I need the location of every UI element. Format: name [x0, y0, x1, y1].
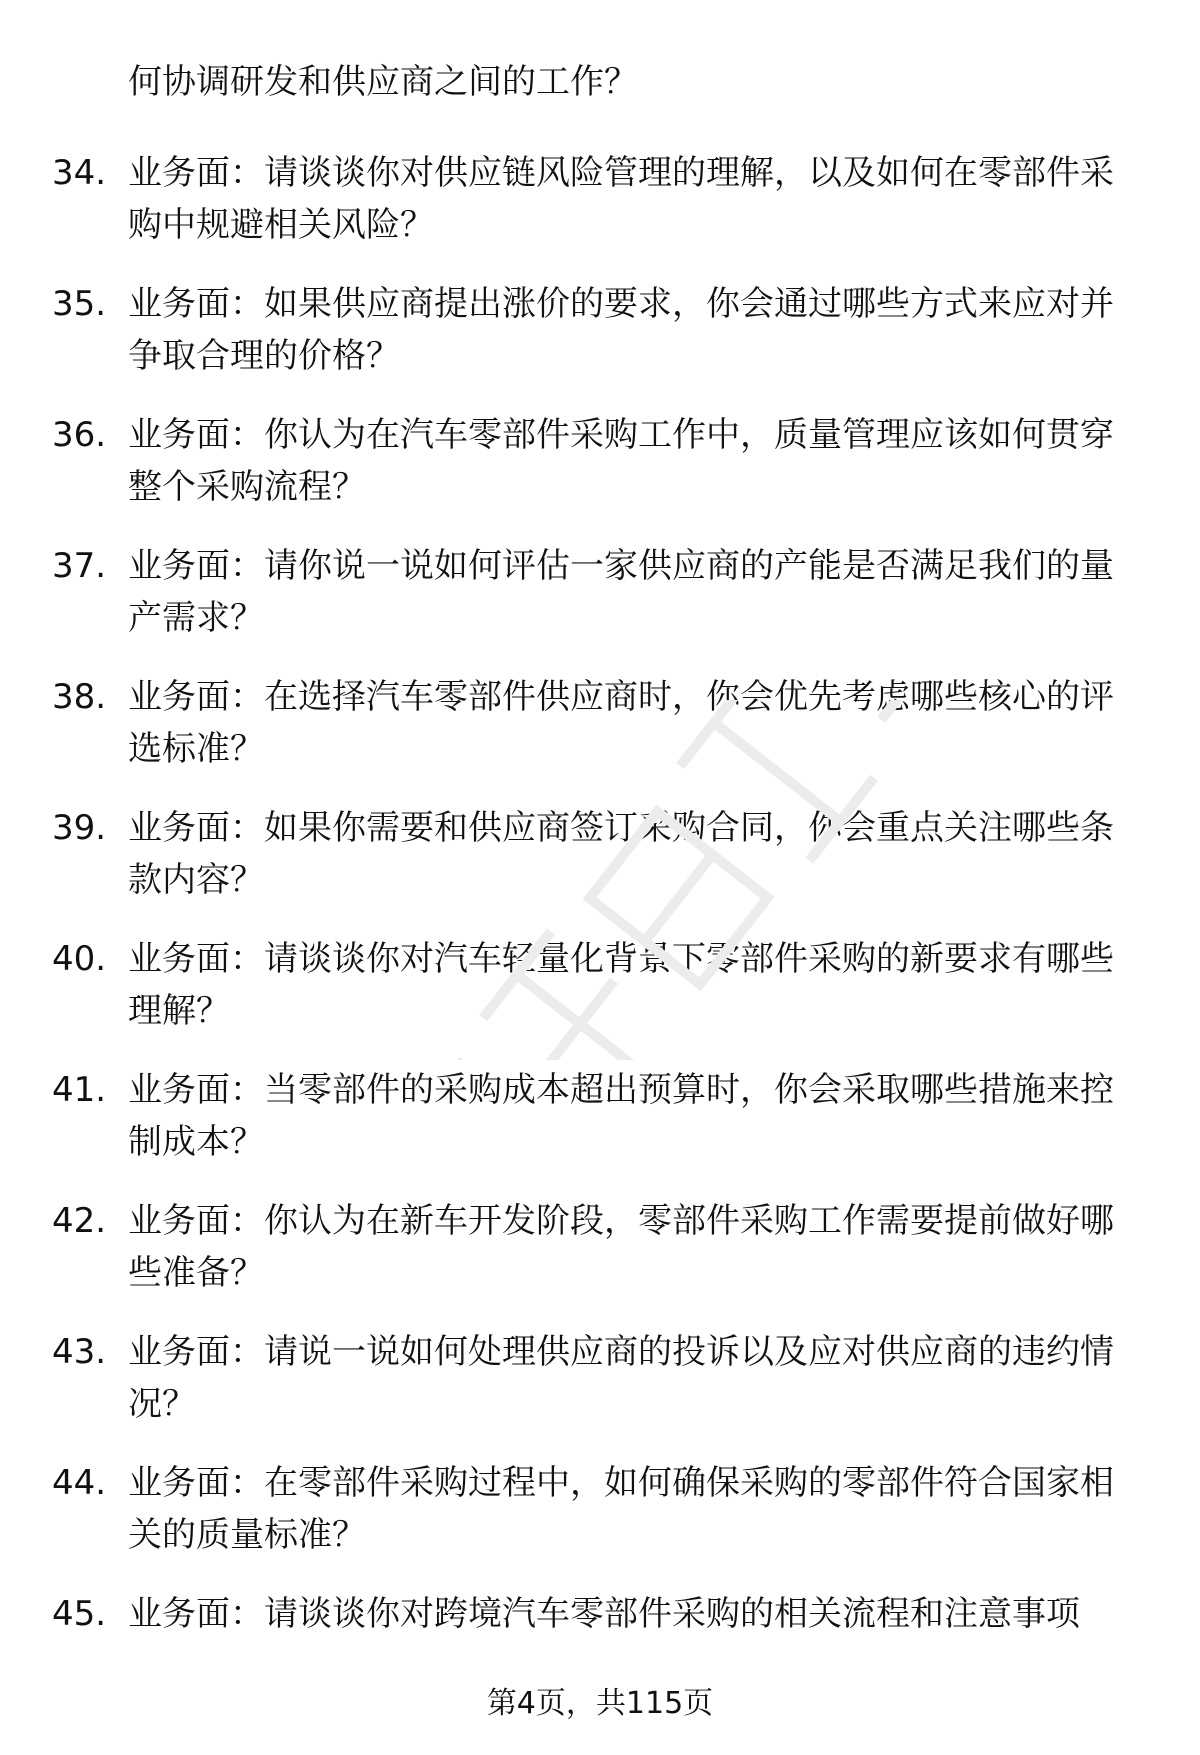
question-text: 业务面：如果你需要和供应商签订采购合同，你会重点关注哪些条款内容？ [128, 808, 1114, 900]
question-text: 业务面：如果供应商提出涨价的要求，你会通过哪些方式来应对并争取合理的价格？ [128, 284, 1114, 376]
question-item [0, 409, 1200, 540]
question-item [0, 1457, 1200, 1588]
question-text: 业务面：请谈谈你对跨境汽车零部件采购的相关流程和注意事项 [128, 1594, 1080, 1634]
question-number: 43. [52, 1332, 107, 1372]
question-text: 业务面：你认为在新车开发阶段，零部件采购工作需要提前做好哪些准备？ [128, 1201, 1114, 1293]
question-item [0, 278, 1200, 409]
question-number: 39. [52, 808, 107, 848]
question-item [0, 1195, 1200, 1326]
page-footer: 第4页，共115页 [486, 1686, 714, 1721]
question-text: 业务面：请谈谈你对供应链风险管理的理解，以及如何在零部件采购中规避相关风险？ [128, 153, 1114, 245]
question-number: 45. [52, 1594, 107, 1634]
question-number: 36. [52, 415, 107, 455]
question-text: 业务面：请谈谈你对汽车轻量化背景下零部件采购的新要求有哪些理解？ [128, 939, 1114, 1031]
question-item [0, 802, 1200, 933]
question-item [0, 1326, 1200, 1457]
question-list [0, 147, 1200, 1719]
question-number: 44. [52, 1463, 107, 1503]
question-text: 业务面：在选择汽车零部件供应商时，你会优先考虑哪些核心的评选标准？ [128, 677, 1114, 769]
question-text: 业务面：在零部件采购过程中，如何确保采购的零部件符合国家相关的质量标准？ [128, 1463, 1114, 1555]
question-text: 业务面：你认为在汽车零部件采购工作中，质量管理应该如何贯穿整个采购流程？ [128, 415, 1114, 507]
question-number: 42. [52, 1201, 107, 1241]
question-item [0, 933, 1200, 1064]
question-number: 41. [52, 1070, 107, 1110]
question-number: 40. [52, 939, 107, 979]
question-number: 38. [52, 677, 107, 717]
question-item [0, 1064, 1200, 1195]
question-item [0, 671, 1200, 802]
question-text: 业务面：当零部件的采购成本超出预算时，你会采取哪些措施来控制成本？ [128, 1070, 1114, 1162]
question-number: 34. [52, 153, 107, 193]
question-text: 业务面：请说一说如何处理供应商的投诉以及应对供应商的违约情况？ [128, 1332, 1114, 1424]
question-item [0, 147, 1200, 278]
question-item [0, 540, 1200, 671]
question-number: 35. [52, 284, 107, 324]
question-text: 业务面：请你说一说如何评估一家供应商的产能是否满足我们的量产需求？ [128, 546, 1114, 638]
continuation-text: 何协调研发和供应商之间的工作？ [128, 62, 638, 102]
question-number: 37. [52, 546, 107, 586]
